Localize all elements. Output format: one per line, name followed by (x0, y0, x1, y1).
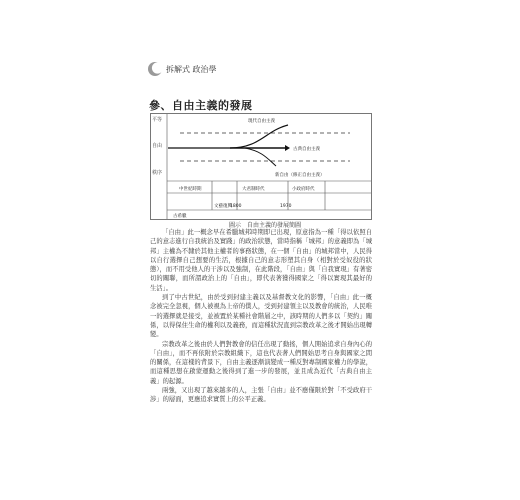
label-classical-liberalism: 古典自由主義 (293, 147, 320, 152)
label-modern-liberalism: 現代自由主義 (248, 119, 275, 124)
label-neo-liberalism: 新自由（修正自由主義） (275, 173, 325, 178)
body-text (150, 228, 372, 405)
paragraph: 兩強，又出現了越來越多的人，主張「自由」並不應僅限於對「不受政府干涉」的層面，更應追求實質上的公平正義。 (150, 387, 372, 404)
year-1970: 1970 (280, 204, 292, 209)
figure-caption: 圖示 自由主義的發展簡圖 (229, 222, 302, 229)
era-absolutism: 大君制時代 (242, 187, 265, 192)
diagram-frame (151, 114, 372, 220)
neo-liberalism-curve (245, 148, 276, 166)
y-label-liberty: 自由 (152, 143, 163, 149)
era-middle-ages: 中世紀時期 (179, 187, 202, 192)
modern-liberalism-curve (168, 125, 288, 148)
classical-arrow-icon (285, 145, 290, 151)
paragraph: 「自由」此一概念早在希臘城邦時期即已出現，原意指為一種「得以依照自己的意志進行自我統治及實踐」的政治狀態，當時指稱「城邦」的意義即為「城邦」主權為不隸於其他主權者的事務狀態，在一個「自由」的城邦當中，人民得以自行選擇自己想要的生活，根據自己的意志形塑其自身（相對於受奴役的狀態），而不用受他人的干涉以及強制，在此階段，「自由」與「自我實現」有著密切的關聯，而所謂政治上的「自由」，即代表著獲得國家之「得以實現其最好的生活」。 (150, 229, 372, 292)
crescent-logo-icon (147, 61, 163, 77)
running-header: 拆解式 政治學 (166, 65, 217, 74)
era-renaissance: 文藝復興 (214, 204, 232, 209)
era-ancient-greece: 古希臘 (173, 214, 187, 219)
paragraph: 到了中古世紀，由於受到封建主義以及基督教文化的影響，「自由」此一概念被完全忽視，個人被視為上帝的僕人，受到封建領主以及教會的統治，人民唯一的選擇就是接受，並被置於某種社會階層之中，該時期的人們多以「契約」關係，以得保住生命的權利以及義務，而這種狀況直到宗教改革之後才開始出現轉變。 (150, 294, 372, 339)
era-free-market: 小政府時代 (292, 187, 315, 192)
section-title: 參、自由主義的發展 (149, 99, 253, 112)
y-label-equality: 平等 (152, 117, 163, 123)
paragraph: 宗教改革之後由於人們對教會的信任出現了動搖，個人開始追求自身內心的「自由」，而不再依附於宗教組織下，這也代表著人們開始思考自身與國家之間的關係，在這樣的背景下，自由主義逐漸演變成一種反對專制國家權力的學說，而這種思想在啟蒙運動之後得到了進一步的發展，並且成為近代「古典自由主義」的起源。 (150, 340, 372, 385)
y-label-order: 秩序 (152, 170, 163, 176)
liberalism-development-diagram (150, 113, 372, 220)
year-1800: 1800 (230, 204, 242, 209)
